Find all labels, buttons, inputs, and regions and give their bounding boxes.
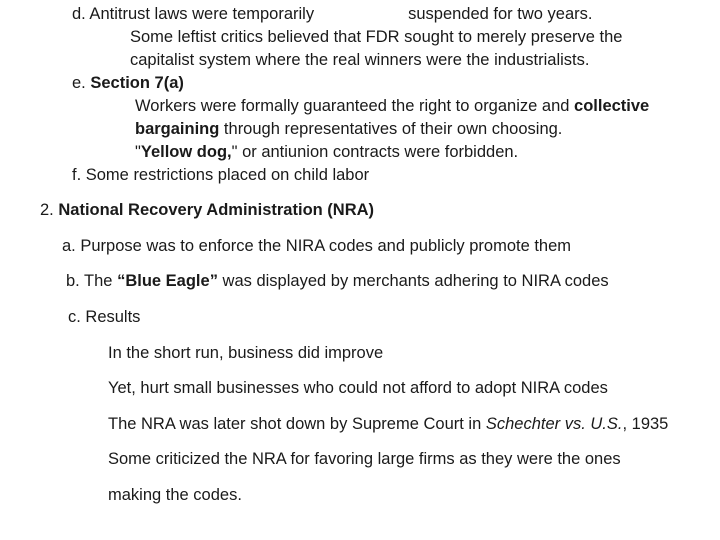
- item-d-lead: d. Antitrust laws were temporarily: [72, 5, 315, 23]
- section-2-item-b-pre: b. The: [66, 272, 118, 290]
- item-e: [72, 75, 184, 92]
- item-e-line-3-open: ": [135, 143, 141, 161]
- result-3: [108, 416, 668, 433]
- section-2-heading: [40, 202, 374, 219]
- item-e-line-1-bold: collective: [574, 97, 650, 115]
- item-e-line-2-bold: bargaining: [135, 120, 220, 138]
- item-e-line-3-text: " or antiunion contracts were forbidden.: [231, 143, 519, 161]
- section-2-item-b-post: was displayed by merchants adhering to NIRA codes: [217, 272, 609, 290]
- section-2-item-b-bold: “Blue Eagle”: [117, 272, 218, 290]
- item-d-tail: suspended for two years.: [408, 5, 593, 23]
- result-2: Yet, hurt small businesses who could not afford to adopt NIRA codes: [108, 379, 608, 397]
- item-e-line-3: [135, 144, 518, 161]
- item-d: [72, 6, 592, 23]
- result-4: Some criticized the NRA for favoring large firms as they were the ones: [108, 450, 621, 468]
- item-d-note-line-1: Some leftist critics believed that FDR sought to merely preserve the: [130, 28, 623, 46]
- result-1: In the short run, business did improve: [108, 344, 384, 362]
- result-3-post: , 1935: [622, 415, 669, 433]
- section-2-item-b: [66, 273, 609, 290]
- result-3-pre: The NRA was later shot down by Supreme Court in: [108, 415, 486, 433]
- item-e-heading: Section 7(a): [90, 74, 184, 92]
- section-2-marker: 2.: [40, 201, 59, 219]
- item-e-line-3-bold: Yellow dog,: [140, 143, 232, 161]
- item-e-line-1-text: Workers were formally guaranteed the right to organize and: [135, 97, 575, 115]
- item-e-line-1: [135, 98, 649, 115]
- item-e-line-2-text: through representatives of their own choosing.: [219, 120, 563, 138]
- result-3-case: Schechter vs. U.S.: [485, 415, 623, 433]
- item-f: f. Some restrictions placed on child labor: [72, 166, 370, 184]
- section-2-title: National Recovery Administration (NRA): [58, 201, 375, 219]
- section-2-item-a: a. Purpose was to enforce the NIRA codes and publicly promote them: [62, 237, 572, 255]
- section-2-item-c: c. Results: [68, 308, 141, 326]
- item-d-note-line-2: capitalist system where the real winners were the industrialists.: [130, 51, 590, 69]
- result-5: making the codes.: [108, 486, 242, 504]
- item-e-marker: e.: [72, 74, 91, 92]
- item-e-line-2: [135, 121, 562, 138]
